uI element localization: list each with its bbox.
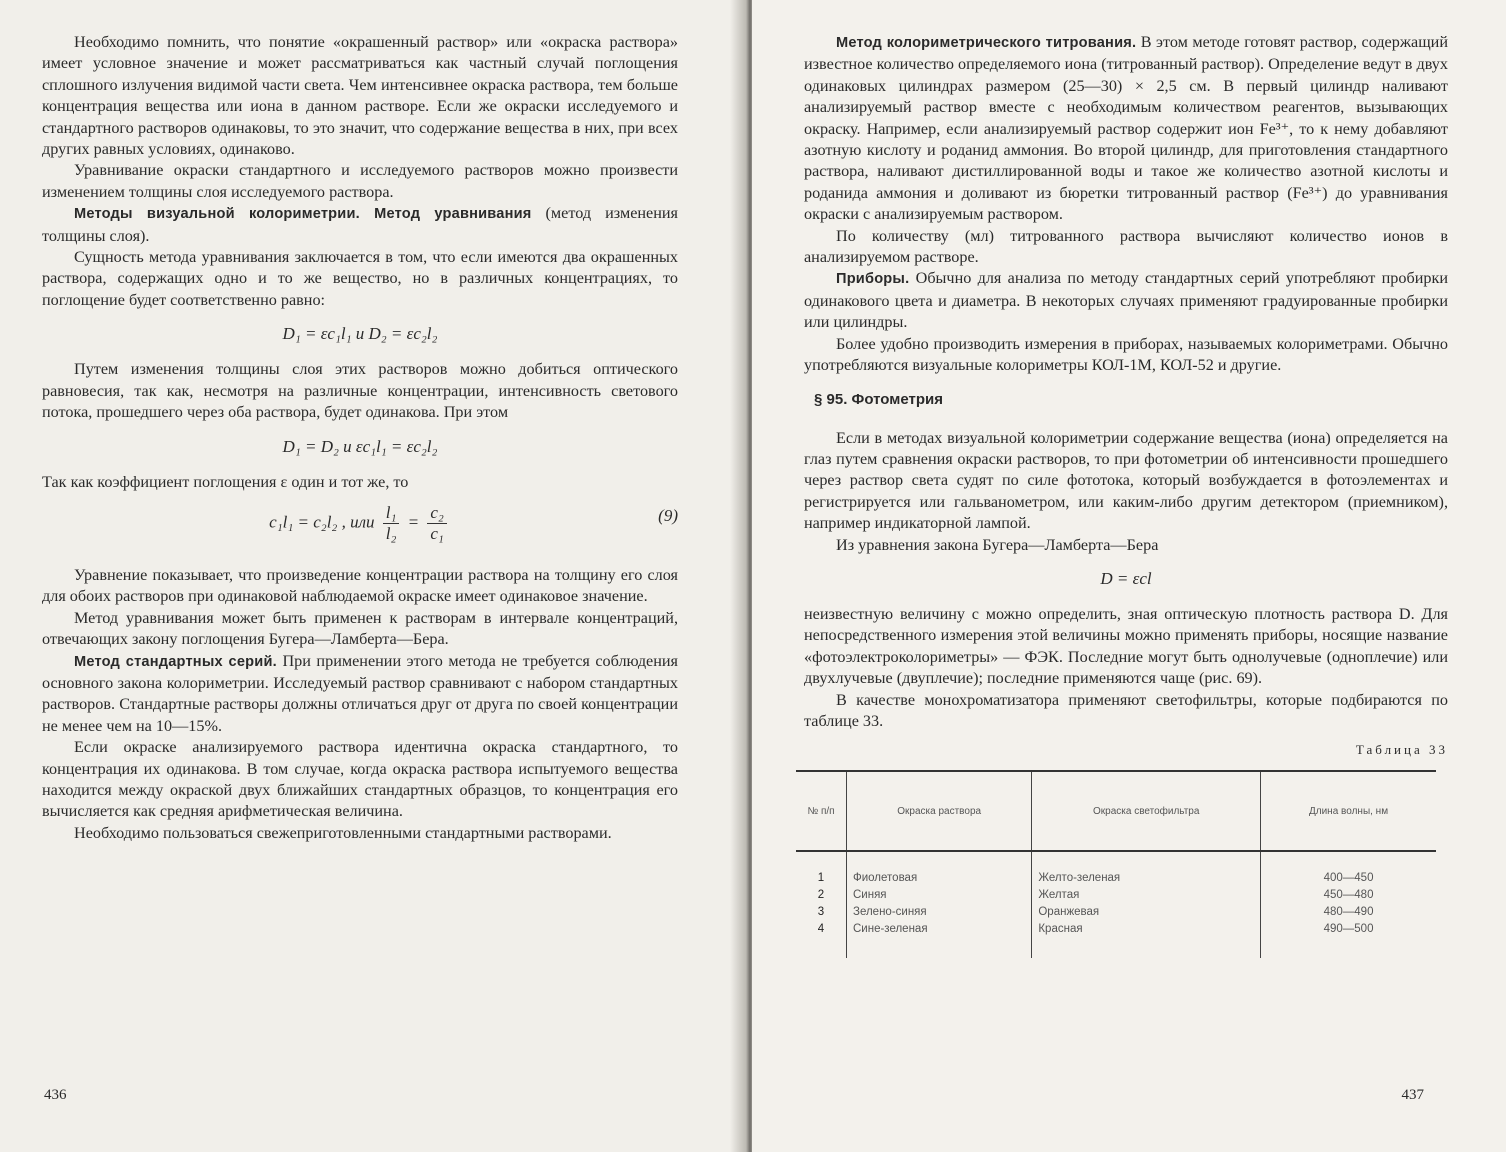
table-cell: Желто-зеленая (1032, 851, 1261, 887)
paragraph-text: В этом методе готовят раствор, содержащий известное количество определяемого иона (титрованный раствор). Определение ведут в двух одинаковых цилиндрах размером (25—30) × 2,5 см. В первый цилиндр наливают анализируемый раствор вместе с необходимым количеством реагентов, вызывающих окраску. Например, если анализируемый раствор содержит ион Fe³⁺, то к нему добавляют азотную кислоту и роданид аммония. Во второй цилиндр, для приготовления стандартного раствора, наливают дистиллированной воды и такое же количество азотной кислоты и роданида аммония и доливают из бюретки титрованный раствор (Fe³⁺) до уравнивания окраски с анализируемым раствором. (804, 33, 1448, 224)
fraction-c (427, 503, 446, 544)
table-cell: 3 (817, 906, 825, 919)
paragraph-text: При применении этого метода не требуется соблюдения основного закона колориметрии. Исследуемый раствор сравнивают с набором стандартных растворов. Стандартные растворы должны отличаться друг от друга по своей концентрации не менее чем на 10—15%. (42, 651, 679, 735)
fraction-denominator: c₁ (430, 523, 444, 543)
paragraph: Необходимо пользоваться свежеприготовленными стандартными растворами. (74, 823, 612, 842)
fraction-numerator: c₂ (427, 503, 446, 524)
column-header: Окраска светофильтра (1032, 771, 1261, 851)
inline-heading: Метод колориметрического титрования. (836, 35, 1137, 51)
table-cell: Оранжевая (1032, 904, 1261, 921)
table-header-row (796, 771, 1436, 851)
fraction-l (383, 503, 400, 544)
fraction-numerator: l₁ (383, 503, 400, 524)
page-number: 437 (1401, 1087, 1424, 1103)
filter-table (796, 770, 1436, 958)
paragraph: Если в методах визуальной колориметрии содержание вещества (иона) определяется на глаз путем сравнения окраски растворов, то при фотометрии об интенсивности прошедшего через раствор света судят по силе фототока, который возбуждается в фотоэлементах и регистрируется или гальванометром, или каким-либо другим детектором (приемником), например индикаторной лампой. (804, 428, 1448, 533)
table-row (796, 904, 1436, 921)
inline-heading: Приборы. (836, 271, 910, 288)
table-cell: Сине-зеленая (847, 921, 1032, 958)
table-cell: 400—450 (1261, 851, 1436, 887)
inline-heading: Методы визуальной колориметрии. Метод уравнивания (74, 206, 532, 223)
table-cell: Фиолетовая (847, 851, 1032, 887)
formula-beer-lambert: D = εcl (1100, 568, 1152, 588)
table-row (796, 887, 1436, 904)
paragraph: неизвестную величину c можно определить, зная оптическую плотность раствора D. Для непосредственного измерения этой величины можно применять приборы, носящие название «фотоэлектроколориметры» — ФЭК. Последние могут быть однолучевые (одноплечие) или двухлучевые (двуплечие); последние применяются чаще (рис. 69). (804, 604, 1448, 688)
equals-sign: = (407, 512, 420, 532)
page-number: 436 (44, 1087, 67, 1103)
paragraph: Необходимо помнить, что понятие «окрашенный раствор» или «окраска раствора» имеет условное значение и может рассматриваться как частный случай поглощения сплошного излучения видимой части света. Чем интенсивнее окраска раствора, тем больше концентрация вещества или иона в данном растворе. Если же окраски исследуемого и стандартного растворов одинаковы, то это значит, что содержание вещества в них, при всех других равных условиях, одинаково. (42, 33, 678, 159)
column-header: Окраска раствора (847, 771, 1032, 851)
paragraph: Уравнивание окраски стандартного и исследуемого растворов можно произвести изменением толщины слоя исследуемого раствора. (42, 161, 678, 201)
formula-equilibrium: D₁ = D₂ и εc₁l₁ = εc₂l₂ (282, 436, 438, 456)
formula-ratio-left: c₁l₁ = c₂l₂ , или (269, 512, 375, 532)
table-caption: Таблица 33 (1355, 742, 1448, 758)
table-row (796, 921, 1436, 958)
table-cell: Красная (1032, 921, 1261, 958)
paragraph: Из уравнения закона Бугера—Ламберта—Бера (836, 535, 1159, 554)
column-header: Длина волны, нм (1261, 771, 1436, 851)
table-cell: Зелено-синяя (847, 904, 1032, 921)
formula-ratio (42, 503, 678, 553)
heading-tail: (метод изменения толщины слоя). (42, 204, 678, 245)
table-cell: 2 (817, 889, 825, 902)
equation-number: (9) (658, 505, 678, 525)
section-heading: § 95. Фотометрия (814, 390, 943, 408)
fraction-denominator: l₂ (385, 523, 397, 543)
paragraph-with-heading (42, 203, 678, 247)
table-cell: 480—490 (1261, 904, 1436, 921)
paragraph: Так как коэффициент поглощения ε один и тот же, то (42, 472, 409, 491)
paragraph: Сущность метода уравнивания заключается в том, что если имеются два окрашенных раствора, содержащих одно и то же вещество, но в различных концентрациях, то поглощение будет соответственно равно: (42, 248, 678, 309)
paragraph-with-heading (804, 32, 1448, 226)
formula-absorbance: D₁ = εc₁l₁ и D₂ = εc₂l₂ (282, 324, 438, 344)
paragraph-with-heading (804, 268, 1448, 333)
table-row (796, 851, 1436, 887)
paragraph: Более удобно производить измерения в приборах, называемых колориметрами. Обычно употребляются визуальные колориметры КОЛ-1М, КОЛ-52 и другие. (804, 334, 1448, 375)
table-cell: 1 (817, 872, 825, 885)
paragraph: По количеству (мл) титрованного раствора вычисляют количество ионов в анализируемом растворе. (804, 226, 1448, 267)
table-cell: 490—500 (1261, 921, 1436, 958)
table-cell: 450—480 (1261, 887, 1436, 904)
left-page (0, 0, 748, 1152)
table-cell: Желтая (1032, 887, 1261, 904)
column-header: № п/п (807, 805, 835, 817)
paragraph: Уравнение показывает, что произведение концентрации раствора на толщину его слоя для обоих растворов при одинаковой наблюдаемой окраске имеет одинаковое значение. (42, 565, 678, 606)
table-cell: Синяя (847, 887, 1032, 904)
paragraph: В качестве монохроматизатора применяют светофильтры, которые подбираются по таблице 33. (804, 690, 1448, 730)
paragraph: Если окраске анализируемого раствора идентична окраска стандартного, то концентрация их одинакова. В том случае, когда окраска раствора испытуемого вещества находится между окраской двух ближайших стандартных образцов, то концентрация его вычисляется как средняя арифметическая величина. (42, 738, 678, 821)
paragraph: Путем изменения толщины слоя этих растворов можно добиться оптического равновесия, так как, несмотря на различные концентрации, интенсивность светового потока, прошедшего через оба раствора, будет одинакова. При этом (42, 360, 678, 422)
paragraph: Метод уравнивания может быть применен к растворам в интервале концентраций, отвечающих закону поглощения Бугера—Ламберта—Бера. (42, 608, 678, 649)
paragraph-text: Обычно для анализа по методу стандартных серий употребляют пробирки одинакового цвета и диаметра. В некоторых случаях применяют градуированные пробирки или цилиндры. (804, 269, 1448, 332)
right-page (752, 0, 1506, 1152)
paragraph-with-heading (42, 651, 678, 738)
inline-heading: Метод стандартных серий. (74, 653, 277, 670)
table-cell: 4 (817, 923, 825, 936)
